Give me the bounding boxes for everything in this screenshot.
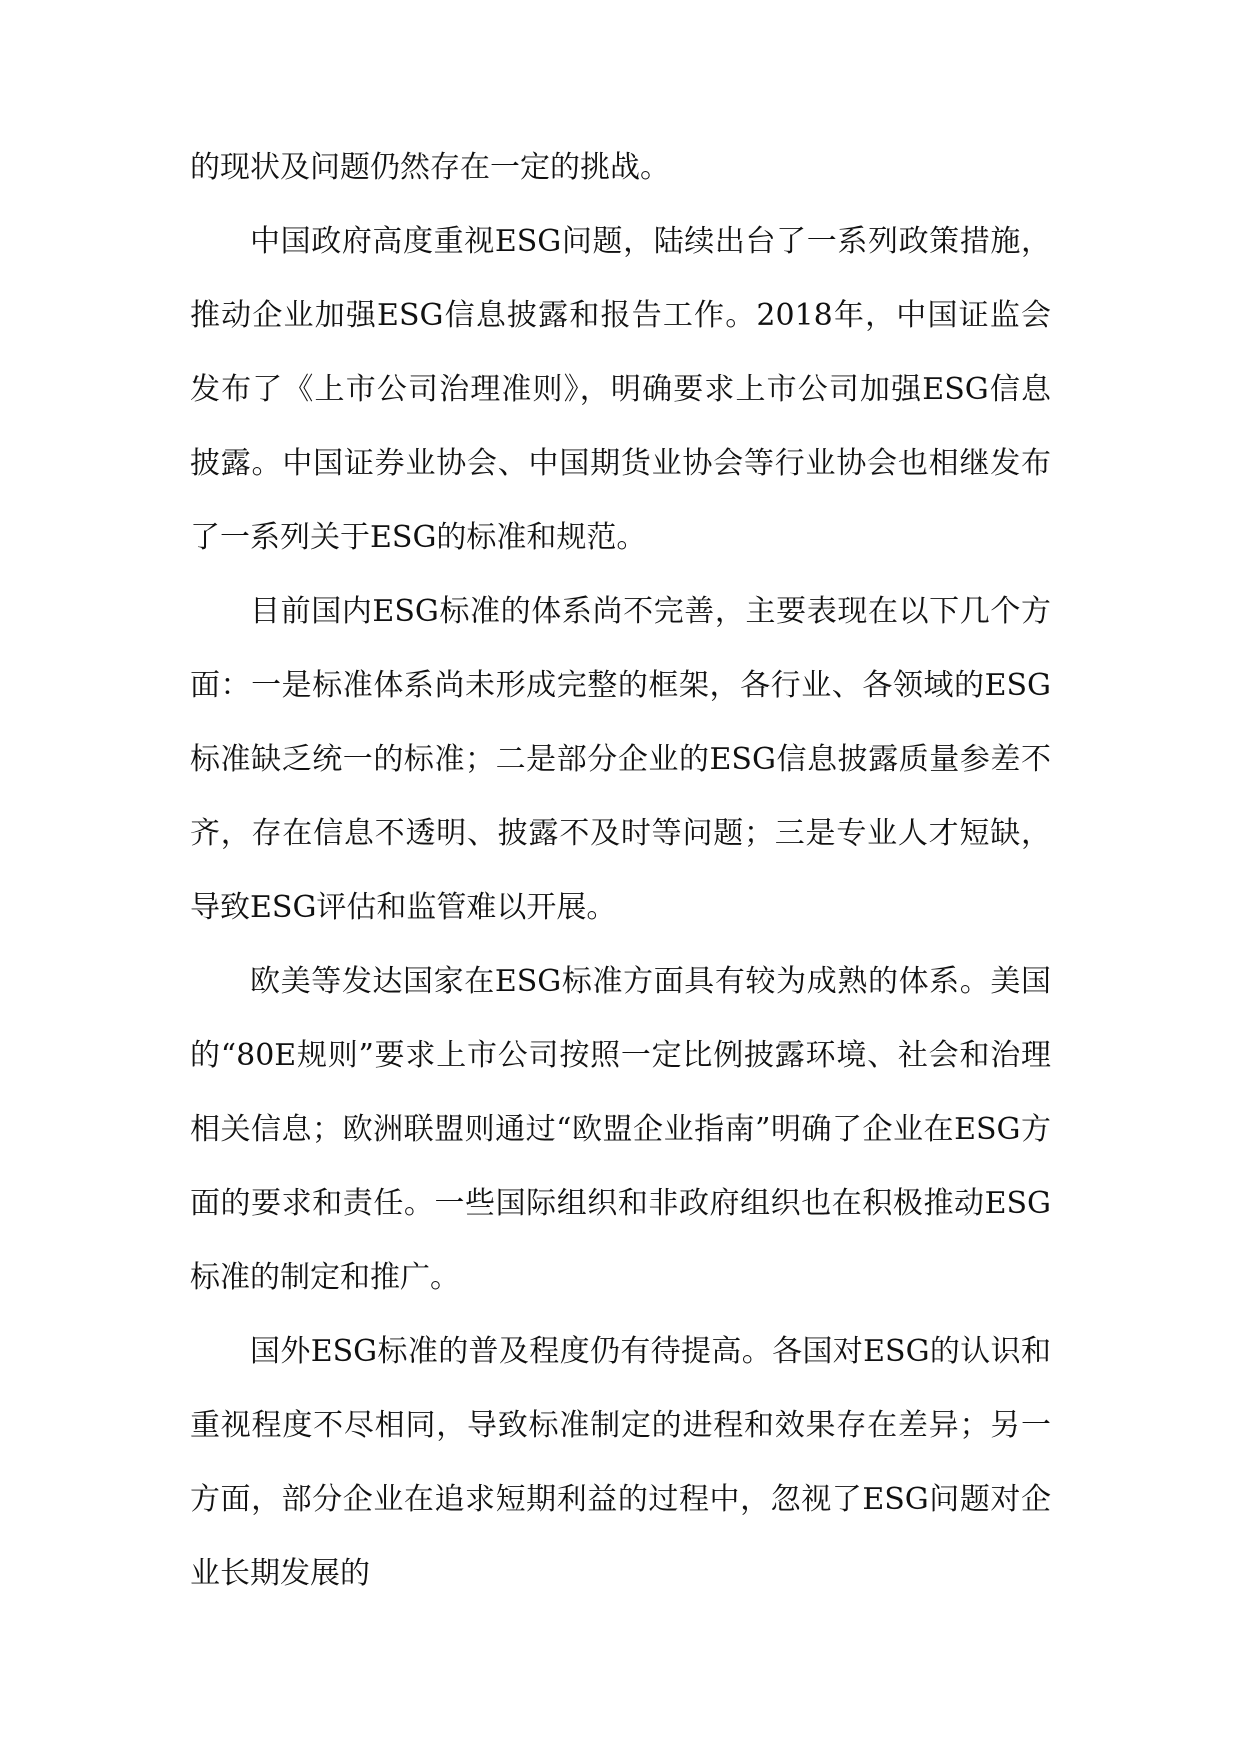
paragraph-4: 欧美等发达国家在ESG标准方面具有较为成熟的体系。美国的“80E规则”要求上市公司按照一定比例披露环境、社会和治理相关信息；欧洲联盟则通过“欧盟企业指南”明确了企业在ESG方面的要求和责任。一些国际组织和非政府组织也在积极推动ESG标准的制定和推广。	[190, 964, 1051, 1295]
paragraph-1: 的现状及问题仍然存在一定的挑战。	[190, 150, 670, 185]
paragraph-5: 国外ESG标准的普及程度仍有待提高。各国对ESG的认识和重视程度不尽相同，导致标准制定的进程和效果存在差异；另一方面，部分企业在追求短期利益的过程中，忽视了ESG问题对企业长期发展的	[190, 1334, 1051, 1591]
paragraph-3: 目前国内ESG标准的体系尚不完善，主要表现在以下几个方面：一是标准体系尚未形成完整的框架，各行业、各领域的ESG标准缺乏统一的标准；二是部分企业的ESG信息披露质量参差不齐，存在信息不透明、披露不及时等问题；三是专业人才短缺，导致ESG评估和监管难以开展。	[190, 594, 1051, 925]
paragraph-2: 中国政府高度重视ESG问题，陆续出台了一系列政策措施，推动企业加强ESG信息披露和报告工作。2018年，中国证监会发布了《上市公司治理准则》，明确要求上市公司加强ESG信息披露。中国证券业协会、中国期货业协会等行业协会也相继发布了一系列关于ESG的标准和规范。	[190, 224, 1051, 555]
